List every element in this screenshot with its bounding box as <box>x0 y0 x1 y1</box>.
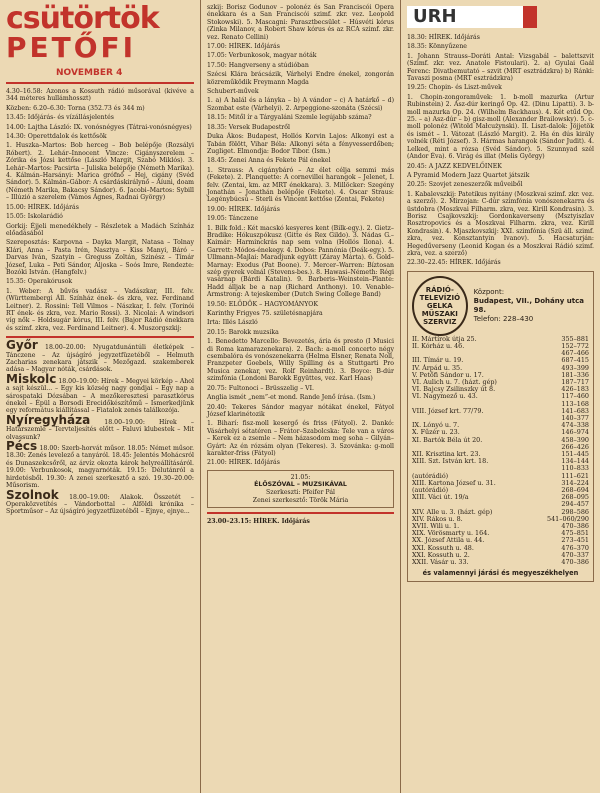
branch-address: XII. Krisztina krt. 23. <box>412 450 481 459</box>
branch-phone: 426–183 <box>561 385 589 394</box>
column-right <box>400 0 600 793</box>
program-entry: Szereposztás: Karpovna – Dayka Margit, Natasa – Tolnay Klári, Anna – Pasta Irén, Nasztya – Kiss Manyi, Báró – Darvas Iván, Szatyin – Greguss Zoltán, Szinész – Tímár József, Luka – Peti Sándor, Aljoska – Soós Imre, Rendezte: Bozóki István. (Hangfelv.) <box>6 239 194 276</box>
branch-phone: 355–881 <box>561 334 589 343</box>
branch-phone: 273–451 <box>561 536 589 545</box>
branch-phone: 151–445 <box>561 450 589 459</box>
city-name: Nyíregyháza <box>6 412 91 427</box>
divider <box>6 82 194 84</box>
branch-address: XIII. Váci út. 19/a <box>412 493 469 502</box>
branch-phone: 141–683 <box>561 406 589 415</box>
program-entry: 20.25: Szovjet zeneszerzők műveiből <box>407 181 523 189</box>
branch-phone: 268–095 <box>561 493 589 502</box>
city-name: Győr <box>6 338 38 353</box>
branch-address: XXI. Kossuth u. 48. <box>412 543 474 552</box>
branch-phone: 541–060/290 <box>547 514 589 523</box>
gelka-seal: RÁDIÓ-TELEVÍZIÓ GELKA MŰSZAKI SZERVIZ <box>412 276 468 336</box>
city-name: Miskolc <box>6 371 57 386</box>
program-entry: 19.05: Tánczene <box>207 215 259 223</box>
news-end: 23.00–23.15: HÍREK. Időjárás <box>207 518 310 526</box>
program-entry: Közben: 6.20–6.30: Torna (352.73 és 344 m) <box>6 104 145 112</box>
branch-address: X. Fűzér u. 23. <box>412 428 460 437</box>
program-entry: 18.35: Versek Budapestről <box>207 123 290 131</box>
branch-phone: 294–457 <box>561 500 589 509</box>
branch-address: (autórádió) <box>412 486 449 495</box>
box-title: ÉLŐSZÓVAL – MUZSIKÁVAL <box>254 481 347 489</box>
branch-row <box>412 559 589 566</box>
program-entry: szkij: Borisz Godunov – polonéz és San Franciscói Opera énekkara és a San Franciscói szimf. zkr. vez. Leopold Stokowski). 5. Mascagni: Parasztbecsület – Húsvéti kórus (Zinka Milanov, a Robert Shaw kórus és az RCA szimf. zkr. vez. Renato Cellini) <box>207 4 394 41</box>
program-entry: Szécsi Klára brácsázik, Várhelyi Endre énekel, zongorán közreműködik Freymann Magda <box>207 71 394 86</box>
program-list-middle <box>207 4 394 467</box>
evening-box <box>207 470 394 508</box>
program-entry: 20.40: Tekeres Sándor magyar nótákat énekel, Fátyol József klarinétozik <box>207 403 394 418</box>
program-entry: 17.00: HÍREK. Időjárás <box>207 43 280 51</box>
program-entry: 17.05: Verbunkosok, magyar nóták <box>207 52 317 60</box>
regional-entry <box>6 338 194 374</box>
branch-phone: 113–168 <box>561 399 589 408</box>
city-name: Szolnok <box>6 487 59 502</box>
branch-address: IV. Árpád u. 35. <box>412 363 463 372</box>
branch-phone: 298–586 <box>561 507 589 516</box>
branch-address: XXII. Vásár u. 33. <box>412 558 469 567</box>
program-entry: 1. Bilk fold.: Két macskó kesyeres kent (Bilk-egy.). 2. Gietz–Bradike: Hókuszpókusz (Gitte és Rex Gildo). 3. Nádas G.–Kaimár: Harminckrás nap sem volna (Hollós Ilona). 4. Garrett: Módos-énekegy. 4. Dobos: Pannónia (Deák-egy.). 5. Ullmann–Majlai: Maradjunk együtt (Záray Márta). 6. Gold–Marnay: Exodus (Pat Boone). 7. Mercer–Warren: Bíztosan szép gyerek volnál (Stevens-bes.). 8. Hawasi–Németh: Régi vasárnap (Bárdi Katalin). 9. Barberis–Weinstein–Plante: Hadd álljak be a nap (Richard Anthony). 10. Venable–Armstrong: A tejeskember (Dutch Swing College Band) <box>207 224 394 299</box>
branch-phone: 111–621 <box>561 471 589 480</box>
program-list-right <box>407 34 594 267</box>
program-entry: 1. a) A halál és a lányka – b) A vándor – c) A határkő – d) Szombat este (Várhelyi). 2. Arpeggione-szonáta (Szécsi) <box>207 97 394 112</box>
program-entry: Karinthy Frigyes 75. születésnapjára <box>207 310 323 318</box>
program-entry: 1. Benedetto Marcello: Bevezetés, ária és presto (I Musici di Roma kamarazenekara). 2. Bach: a-moll concerto négy csembalóra és vonószenekarra (Helma Elsner, Renata Noll, Franzpeter Goebels, Willy Spilling és a Stuttgarti Pro Musica zenekar, vez. Rolf Reinhardt). 3. Boyce: B-dúr szimfónia (Londoni Barokk Együttes, vez. Karl Haas) <box>207 338 394 383</box>
branch-phone: 474–338 <box>561 421 589 430</box>
program-entry: 18.45: Zenei Anna és Fekete Pál énekel <box>207 157 331 165</box>
program-entry: 1. Huszka–Martos: Bob herceg – Bob belépője (Rozsályi Róbert). 2. Lehár–Innocent Vincze: Cigányszerelem – Zórika és Józsi kettőse (László Margit, Szabó Miklós). 3. Lehár–Martos: Pacsirta – Juliska belépője (Németh Marika). 4. Kálmán–Harsányi: Marica grófnő – Hej, cigány (Svéd Sándor). 5. Kálmán–Gábor: A csárdáskirálynő – Aíuni, doam (Németh Marika, Bakacsy Sándor). 6. Jacobi–Martos: Sybill – Illúzió a szerelem (Vámos Ágnes, Radnai György) <box>6 142 195 202</box>
regional-text: 18.00–20.00: Nyugatdunántúli életképek – Tánczene – Az újságíró jegyzetfüzetéből – Helmuth Zacharias zenekara játszik – Mezőgazd. szakemberek adása – Magyar nóták, csárdások. <box>6 344 194 374</box>
branch-address: (autórádió) <box>412 471 449 480</box>
city-name: Pécs <box>6 439 38 454</box>
branch-address: XIV. Rákos u. 8. <box>412 514 463 523</box>
program-entry: 1. Strauss: A cigánybáró – Az élet célja semmi más (Fekete). 2. Planquette: A cornevillei harangok – Jelenet, I. felv. (Zentai, km. az MRT énekkara). 3. Millöcker: Szegény Jonathán – Jonathán belépője (Fekete). 4. Oscar Straus: Legénybúcsú – Sterli és Vincent kettőse (Zentai, Fekete) <box>207 166 394 204</box>
branch-address: IX. Lónyó u. 7. <box>412 421 460 430</box>
branch-phone: 467–466 <box>561 349 589 358</box>
regional-text: 18.00–19.00: Alakok. Összetét – Operaközvetítés – Vándorbottal – Alföldi krónika – Sportműsor – Az újságíró jegyzetfüzetéből – Ejnye, ejnye... <box>6 493 194 516</box>
branch-address: VI. Aulich u. 7. (házt. gép) <box>412 378 497 386</box>
branch-phone: 470–386 <box>561 522 589 531</box>
program-entry: 17.50: Hangverseny a stúdióban <box>207 61 309 69</box>
branch-phone: 146–974 <box>561 428 589 437</box>
branch-address: XIII. Kartona József u. 31. <box>412 478 496 487</box>
divider <box>207 512 394 514</box>
center-address: Budapest, VII., Dohány utca 98. <box>473 296 584 314</box>
program-entry: 15.05: Iskolarádió <box>6 213 63 221</box>
branch-address: XXI. Kossuth u. 2. <box>412 550 470 559</box>
branch-phone: 314–224 <box>561 478 589 487</box>
regional-text: 18.00–19.00: Hírek – Határszemle – Tervteljesítés előtt – Faluvi klubestek – Mit olvassunk? <box>6 418 194 441</box>
program-entry: 18.15: Mitől ír a Tárgyaláni Szemle legújabb száma? <box>207 114 372 122</box>
box-line1: Szerkeszti: Pfeifer Pál <box>265 488 335 496</box>
column-middle <box>200 0 400 793</box>
program-entry: 14.30: Operettdalok és kettősök <box>6 133 107 141</box>
program-entry: 21.00: HÍREK. Időjárás <box>207 459 280 467</box>
program-entry: 4.30–16.58: Azonos a Kossuth rádió műsorával (kivéve a 344 méteres hullámhosszt) <box>6 88 194 103</box>
branch-phone: 687–415 <box>561 356 589 365</box>
branch-address: V. Petőfi Sándor u. 17. <box>412 370 484 379</box>
program-entry: 20.75: Fultonoci – Brüsszelig – VI. <box>207 384 315 392</box>
branch-address: XIII. Szt. István krt. 18. <box>412 457 489 466</box>
program-entry: Irta: Illés László <box>207 319 258 327</box>
branch-phone: 152–772 <box>561 341 589 350</box>
program-entry: 1. Biharí: fisz-moll kesergő és friss (Fátyol). 2. Dankó: Vásárhelyi sétatéren – Frátor–Szabolcska: Tele van a város – Kerek ez a zsemle – Nem házasodom meg soha – Gilyán–Gyárt: Az én rózsám olyan (Tekeres). 3. Szovánka: g-moll karakter-friss (Fátyol) <box>207 420 394 457</box>
program-list-left <box>6 88 194 332</box>
branch-phone: 117–460 <box>561 392 589 401</box>
program-entry: 14.00: Lajtha László: IX. vonósnégyes (Tátrai-vonósnégyes) <box>6 123 192 131</box>
branch-address: XIV. Alle u. 3. (házt. gép) <box>412 507 493 516</box>
program-entry: 19.25: Chopin- és Liszt-művek <box>407 84 502 92</box>
program-entry: 1. Johann Strauss–Doráti Antal: Vizsgabál – balettszvit (Szimf. zkr. vez. Anatole Fistoulari). 2. a) Gyulai Gaál Ferenc: Divatbemutató – szvit (MRT esztrádzkra) b) Ránki: Tavaszi posma (MRT esztrádzkra) <box>407 52 594 83</box>
branch-phone: 266–426 <box>561 442 589 451</box>
program-entry: A Pyramid Modern Jazz Quartet játszik <box>407 171 530 179</box>
program-entry: 13.45: Időjárás- és vízállásjelentés <box>6 114 114 122</box>
branch-phone: 458–390 <box>561 435 589 444</box>
program-entry: 15.35: Operakórusok <box>6 278 73 286</box>
branch-address: II. Mártírok útja 25. <box>412 334 477 343</box>
center-phone: Telefon: 228–430 <box>473 314 534 323</box>
program-entry: 19.50: ELŐDÖK – HAGYOMÁNYOK <box>207 300 319 308</box>
regional-text: 18.00–19.00: Hírek – Megyei körkép – Ahol a sajt készül... – Egy kis község nagy gondjai – Egy nap a sárospataki Dózsában – A mezőkeresztesi parasztkórus énekel – Épül a Borsodi Erecidőkészítőmű – Ismerkedjünk egy református kiállítással – Fiatalok zenés találkozója. <box>6 377 194 415</box>
branch-address: III. Tímár u. 19. <box>412 356 464 365</box>
branch-phone: 470–386 <box>561 558 589 567</box>
branch-address: XX. József Attila u. 44. <box>412 536 485 545</box>
branch-phone: 181–336 <box>561 370 589 379</box>
regional-entry <box>6 412 194 441</box>
branch-address: VIII. József krt. 77/79. <box>412 406 484 415</box>
station-title: PETŐFI <box>6 31 137 64</box>
branch-address: XIX. Vörösmarty u. 164. <box>412 529 490 538</box>
program-entry: Schubert-művek <box>207 88 259 96</box>
regional-entry <box>6 487 194 516</box>
program-entry: 15.00: HÍREK. Időjárás <box>6 203 79 211</box>
branch-address: II. Kórház u. 46. <box>412 341 465 350</box>
branch-phone: 187–717 <box>561 378 589 386</box>
center-label: Központ: <box>473 287 505 296</box>
program-entry: 1. Weber: A bűvös vadász – Vadászkar, III. felv. (Württembergi Áll. Színház ének- és zkra, vez. Ferdinand Leitner). 2. Rossini: Tell Vilmos – Nászkar, I. felv. (Torinói RT ének- és zkra, vez. Mario Rossi). 3. Nicolai: A windsori víg nők – Holdsugár kórus, III. felv. (Bajor Rádió énekkara és szimf. zkra, vez. Ferdinand Leitner). 4. Muszorgszkij: <box>6 287 194 332</box>
branch-list <box>412 336 589 567</box>
program-entry: 22.30–22.45: HÍREK. Időjárás <box>407 259 501 267</box>
branch-phone: 140–377 <box>561 414 589 423</box>
ad-footer: és valamennyi járási és megyeszékhelyen <box>422 569 579 578</box>
regional-text: 18.00: Szerb-horvát műsor. 18.05: Német műsor. 18.30: Zenés levelező a tanyáról. 18.45: Jelentés Mohácsról és Dunaszekcsőről, az árvíz okozta károk helyreállításáról. 19.00: Verbunkosok, magyarnóták. 19.15: Délutánról a hirdetésből. 19.30: A zenei szerkesztő a szó. 19.30–20.00: Műsorism. <box>6 445 195 490</box>
branch-address: XI. Bartók Béla út 20. <box>412 435 483 444</box>
program-entry: 18.30: HÍREK. Időjárás <box>407 34 480 41</box>
regional-list <box>6 338 195 516</box>
branch-address: XVII. Wili u. 1. <box>412 522 460 531</box>
program-entry: 1. Chopin-zongoraművek: 1. b-moll mazurka (Artur Rubinstein) 2. Asz-dúr keringő Op. 42. (Dinu Lipatti). 3. b-moll mazurka Op. 24. (Wilhelm Backhaus). 4. Két etűd Op. 25. – a) Asz-dúr – b) gisz-moll (Alexander Brailowsky). 5. c-moll polonéz (Witold Małcużynski). II. Liszt-dalok: Jöjjetök és ismét – 1. Vátozat (László Margit). 2. Ha én dús király volnék (Réti József). 3. Hármas harangok (Sándor Judit). 4. Lelked, mint a rózsa (Svéd Sándor). 5. Szunnyad szél (Andor Éva). 6. Virág és illat (Melis György) <box>407 93 594 161</box>
program-entry: 18.35: Könnyűzene <box>407 43 467 51</box>
branch-phone: 476–370 <box>561 543 589 552</box>
branch-phone: 110–833 <box>561 464 589 473</box>
regional-entry <box>6 439 195 490</box>
service-ad <box>407 271 594 583</box>
program-entry: Duka Ákos: Budapest, Hollós Korvin Lajos: Alkonyi est a Tabán fölött, Vihar Béla: Alkonyi séta a fényvesserdőben; Zugliget. Elmondja: Bodor Tibor. (Ism.) <box>207 133 394 155</box>
regional-entry <box>6 371 194 415</box>
program-entry: 1. Kabalevszkij: Patetikus nyitány (Moszkvai szimf. zkr. vez. a szerző). 2. Mirzojan: C-dúr szimfónia vonószenekarra és üstdobra (Moszkvai Filharm. zkra, vez. Kirill Kondrasin). 3. Borisz Csajkovszkij: Gordonkaverseny (Msztyiszlav Rosztropovics és a Moszkvai Filharm. zkra, vez. Kirill Kondrasin). 4. Mjaszkovszkij: XXI. szimfónia (Szü áll. szimf. zkra, vez. Konsztantyin Ivanov). 5. Hacsaturján: Hegedűverseny (Leonid Kogan és a Moszkvai Rádió szimf. zkra, vez. a szerző) <box>407 190 594 257</box>
box-line2: Zenei szerkesztő: Török Mária <box>252 496 349 504</box>
program-entry: Anglia ismét „nem”-et mond. Rande Jenő írása. (Ism.) <box>207 394 376 402</box>
masthead <box>6 1 194 64</box>
program-entry: Gorkij: Éjjeli menedékhely – Részletek a Madách Színház előadásából <box>6 222 194 237</box>
branch-phone: 493–399 <box>561 363 589 372</box>
program-entry: 20.15: Barokk muzsika <box>207 328 279 336</box>
branch-phone: 475–851 <box>561 529 589 538</box>
branch-address: VI. Bajcsy Zsilinszky út 8. <box>412 385 496 394</box>
urh-logo: URH <box>407 6 537 28</box>
box-time: 21.05: <box>290 473 311 481</box>
branch-address: VI. Nagymező u. 43. <box>412 392 478 401</box>
branch-phone: 470–337 <box>561 550 589 559</box>
program-entry: 20.45: A JAZZ KEDVELŐINEK <box>407 162 502 170</box>
day-title: csütörtök <box>6 1 159 36</box>
program-entry: 19.00: HÍREK. Időjárás <box>207 205 280 213</box>
date-label: NOVEMBER 4 <box>56 68 123 78</box>
branch-phone: 268–694 <box>561 486 589 495</box>
column-left <box>0 0 200 793</box>
branch-phone: 134–144 <box>561 457 589 466</box>
